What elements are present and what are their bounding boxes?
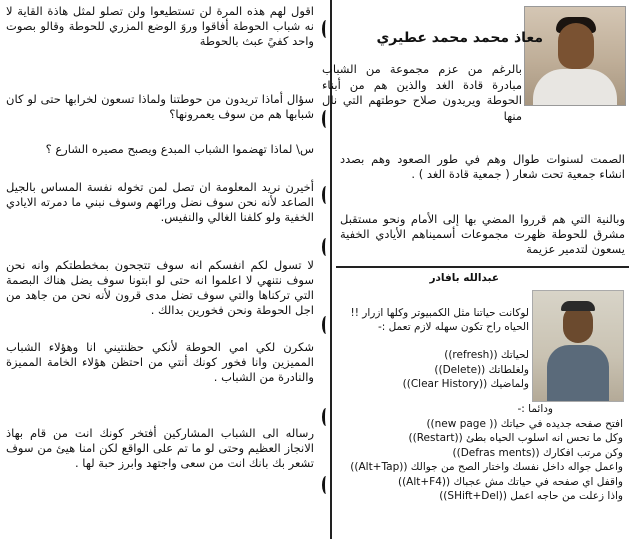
article-paragraph: أخيرن نريد المعلومة ان تصل لمن تخوله نفسة المساس بالجيل الصاعد لأنه نحن سوف نضل ورائهم وسوف نبني ما دمرته الايادي الخفية ولو كلفنا الغالي والنفيس. (6, 180, 314, 224)
margin-mark (322, 316, 330, 334)
margin-mark (322, 110, 330, 128)
margin-mark (322, 476, 330, 494)
article-paragraph: رساله الى الشباب المشاركين أفتخر كونك انت من قام بهاذ الانجاز العظيم وحتى لو ما تم على الواقع لكن امنا هيئ من سوف تشعر بك بانك انت من سعى واجتهد وابرز حبة لها . (6, 426, 314, 470)
command-line: وكل ما تحس انه اسلوب الحياه بطئ ((Restart)) (408, 432, 623, 444)
article-paragraph: وبالنية التي هم قرروا المضي بها إلى الأمام ونحو مستقبل مشرق للحوطة ظهرت مجموعات أسميناهم الأيادي الخفية يسعون لتدمير عزيمة (340, 212, 625, 256)
margin-mark (322, 238, 330, 256)
article-box-text (336, 0, 629, 539)
article-paragraph: لا تسول لكم انفسكم انه سوف تتجحون بمخططتكم وانه نحن سوف نتنهي لا اعلموا انه حتى لو ابتونا سوف يضل هناك البصمة التي تركناها والتي سوف تضل مدى قرون لأنه نحن من جاهد من اجل الحوطة ونحن فخورين بدالك . (6, 258, 314, 317)
author-name: معاذ محمد محمد عطيري (376, 30, 543, 46)
article-intro: لوكانت حياتنا مثل الكمبيوتر وكلها ازرار !!الحياه راح تكون سهله لازم تعمل :- (350, 307, 529, 333)
margin-mark (322, 20, 330, 38)
article-paragraph: الصمت لسنوات طوال وهم في طور الصعود وهم بصدد انشاء جمعية تحت شعار ( جمعية قادة الغد ) . (340, 152, 625, 181)
article-paragraph: سؤال أماذا تريدون من حوطتنا ولماذا تسعون لخرابها حتى لو كان شبابها هم من سوف يعمرونها؟ (6, 92, 314, 121)
article-paragraph: بالرغم من عزم مجموعة من الشباب مبادرة قادة الغد والذين هم من أبناء الحوطة ويريدون صلاح حوطتهم التي نال منها (322, 62, 522, 123)
command-line: ولماضيك ((Clear History)) (402, 378, 529, 390)
list-heading: ودائما :- (517, 403, 553, 415)
command-list (339, 348, 529, 392)
command-line: واقفل اي صفحه في حياتك مش عجباك ((Alt+F4)) (397, 475, 623, 488)
margin-mark (322, 408, 330, 426)
article-paragraph: شكرن لكي امي الحوطة لأنكي حظنتيني انا وهؤلاء الشباب المميزين وانا فخور كونك أنتي من احتظن هؤلاء الخامة المميزة والنادرة من الشباب . (6, 340, 314, 384)
command-list (338, 402, 623, 504)
article-paragraph: س\ لماذا تهضموا الشباب المبدع ويصبح مصيره الشارع ؟ (45, 142, 314, 156)
command-line: افتح صفحه جديده في حياتك (( new page)) (426, 417, 623, 430)
command-line: وكن مرتب افكارك ((Defras ments)) (452, 446, 623, 459)
margin-mark (322, 186, 330, 204)
command-line: واعمل جواله داخل نفسك واختار الصح من جوالك ((Alt+Tap)) (350, 461, 623, 473)
author-name: عبدالله بافادر (429, 272, 499, 284)
command-line: لحياتك ((refresh)) (444, 349, 529, 361)
command-line: ولغلطاتك ((Delete)) (434, 363, 529, 376)
article-paragraph: اقول لهم هذه المرة لن تستطيعوا ولن تصلو لمثل هاذة القاية لا نه شباب الحوطة أفاقوا وروَ الوضع المزري للحوطة وقالو بصوت واحد كفيً عبث بالحوطة (6, 4, 314, 48)
command-line: واذا زعلت من حاجه اعمل ((SHift+Del)) (439, 490, 623, 502)
